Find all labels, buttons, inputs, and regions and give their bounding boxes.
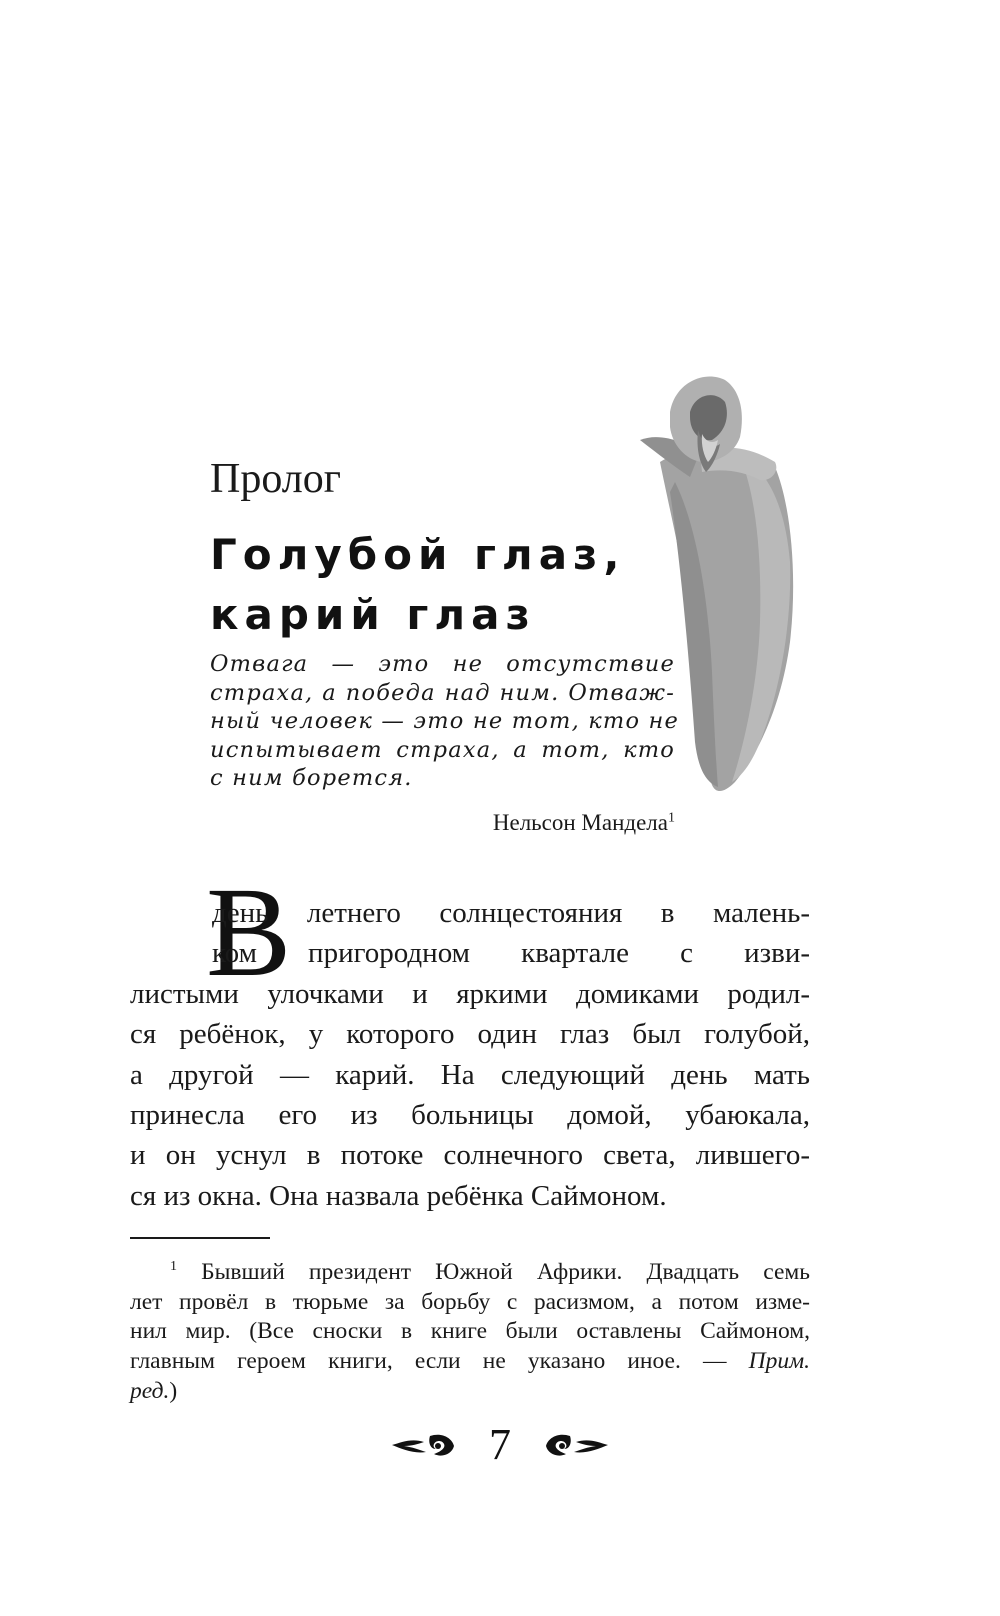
epigraph-line: Отвага — это не отсутствие xyxy=(210,651,675,677)
epigraph-attribution xyxy=(410,810,675,836)
body-line: а другой — карий. На следующий день мать xyxy=(130,1058,810,1091)
body-line: и он уснул в потоке солнечного света, лившего- xyxy=(130,1139,810,1172)
body-line: принесла его из больницы домой, убаюкала, xyxy=(130,1099,810,1132)
footnote-marker: 1 xyxy=(170,1259,177,1274)
footnote-line xyxy=(130,1252,810,1288)
body-line: день летнего солнцестояния в малень- xyxy=(212,897,810,929)
body-line: ся ребёнок, у которого один глаз был голубой, xyxy=(130,1018,810,1051)
footnote-line xyxy=(130,1377,810,1407)
body-line: ком пригородном квартале с изви- xyxy=(212,937,810,970)
footnote-divider xyxy=(130,1237,270,1239)
footnote-line-text: главным героем книги, если не указано иное. — xyxy=(130,1348,727,1375)
body-line: ся из окна. Она назвала ребёнка Саймоном. xyxy=(130,1179,667,1212)
page-footer xyxy=(390,1420,610,1470)
page-number: 7 xyxy=(489,1420,511,1469)
footnote xyxy=(130,1252,810,1407)
editor-note: Прим. xyxy=(748,1348,810,1375)
epigraph-line: ный человек — это не тот, кто не xyxy=(210,708,680,735)
footnote-line-text: Бывший президент Южной Африки. Двадцать семь xyxy=(201,1258,810,1285)
body-line: листыми улочками и яркими домиками родил- xyxy=(130,977,810,1010)
footnote-reference[interactable]: 1 xyxy=(668,810,675,826)
epigraph xyxy=(210,650,680,793)
footnote-line: нил мир. (Все сноски в книге были оставлены Саймоном, xyxy=(130,1318,810,1345)
epigraph-author: Нельсон Мандела xyxy=(492,810,668,835)
editor-note: ред. xyxy=(130,1378,170,1405)
chapter-title xyxy=(210,525,670,645)
body-paragraph xyxy=(130,893,810,1216)
chapter-title-line: карий глаз xyxy=(210,590,536,639)
epigraph-line: страха, а победа над ним. Отваж- xyxy=(210,679,675,706)
footnote-line xyxy=(130,1347,810,1377)
footnote-closing: ) xyxy=(169,1378,178,1405)
footnote-line: лет провёл в тюрьме за борьбу с расизмом, а потом изме- xyxy=(130,1288,810,1315)
ornament-left-icon xyxy=(390,1430,460,1460)
epigraph-line: испытывает страха, а тот, кто xyxy=(210,736,675,763)
chapter-title-line: Голубой глаз, xyxy=(210,530,626,579)
ornament-right-icon xyxy=(540,1430,610,1460)
epigraph-line: с ним борется. xyxy=(210,765,413,792)
chapter-label: Пролог xyxy=(210,456,341,502)
drop-cap: В xyxy=(206,861,292,1003)
